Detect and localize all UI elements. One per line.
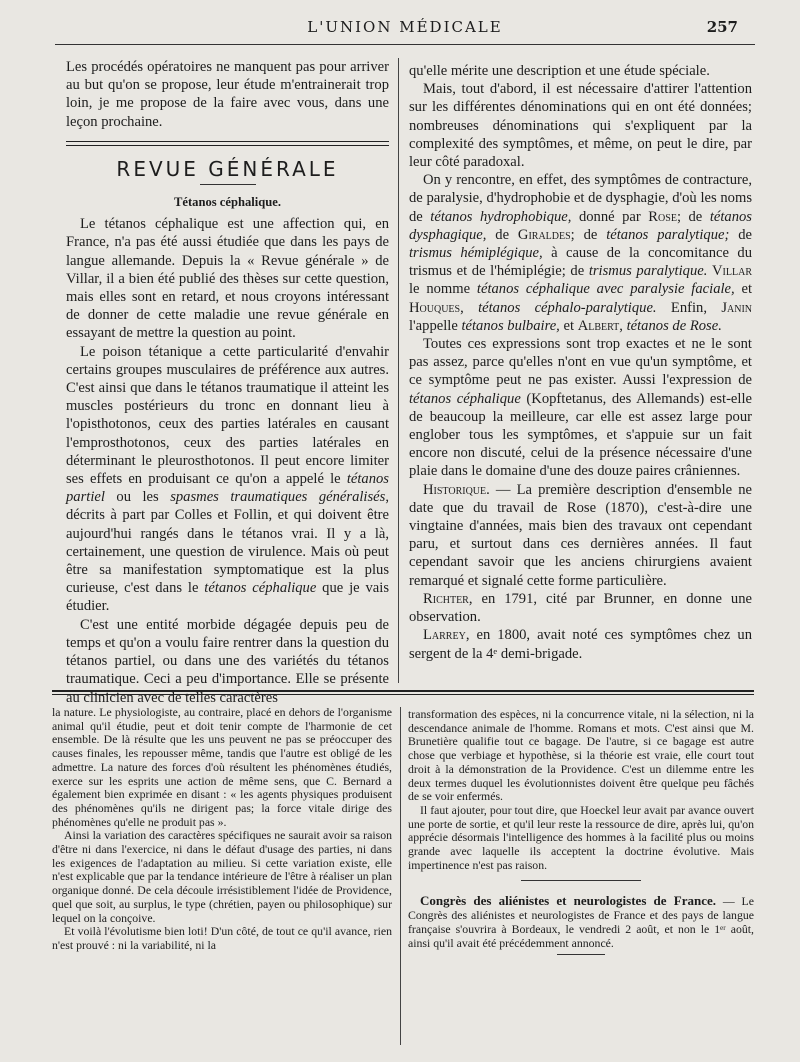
text-run: le nomme: [409, 281, 477, 298]
lower-left-column: [52, 706, 392, 953]
italic-term: tétanos céphalique: [204, 580, 317, 597]
text-run: (Kopftetanus, des Allemands) est-elle de beaucoup la meilleure, car elle est assez large pour englober tous les symptômes, et s'appuie sur un fait encore non discuté, celui de la présence nécessaire d'une plaie dans le domaine d'une des douze paires crâniennes.: [409, 390, 752, 480]
header-rule: [55, 44, 755, 45]
title-rule: [200, 184, 256, 185]
paragraph: Il faut ajouter, pour tout dire, que Hoeckel leur avait par avance ouvert une porte de sortie, et qu'il leur reste la ressource de dire, après lui, qu'on apprécie désormais l'intelligence des hommes à la facilité plus ou moins grande avec laquelle ils acceptent la doctrine évolutive. Mais impertinence n'est pas raison.: [408, 802, 754, 872]
paragraph: [409, 590, 752, 626]
article-subtitle: Tétanos céphalique.: [173, 195, 282, 210]
running-header: [60, 18, 750, 40]
paragraph: transformation des espèces, ni la concurrence vitale, ni la sélection, ni la descendance animale de l'homme. Romans et mots. C'est ainsi que M. Brunetière qualifie tout ce bagage. De l'autre, si ce bagage est autre chose que verbiage et hypothèse, si la théorie est vraie, elle court tout droit à la démonstration de la Providence. C'est un dilemme entre les deux termes duquel les évolutionnistes doivent être quelque peu fâchés de se voir enfermés.: [408, 707, 754, 804]
text-run: à cause de la concomitance du trismus et de l'hémiplégie; de: [409, 245, 752, 280]
text-run: ,: [460, 299, 479, 316]
italic-term: tétanos céphalique avec paralysie faciale,: [476, 281, 735, 298]
paragraph: [409, 626, 752, 662]
journal-title: L'UNION MÉDICALE: [307, 18, 503, 36]
text-run: ; de: [570, 226, 607, 243]
author-name: Janin: [721, 299, 753, 316]
paragraph: Ainsi la variation des caractères spécifiques ne saurait avoir sa raison d'être ni dans l'exercice, ni dans le défaut d'usage des parties, ni dans les exigences de l'adaptation au milieu. Si cette variation existe, elle n'est explicable que par la tendance intérieure de l'être à réaliser un plan organique donné. De cela découle irrésistiblement l'idée de Providence, quel que soit, au surplus, le type (chrétien, payen ou philosophique) sur lequel on la conçoive.: [52, 828, 392, 925]
text-run: de: [486, 226, 518, 243]
text-run: l'appelle: [409, 317, 462, 334]
text-run: donné par: [571, 208, 649, 225]
paragraph: [66, 343, 389, 616]
text-run: Enfin,: [656, 299, 722, 316]
paragraph: C'est une entité morbide dégagée depuis peu de temps et qu'on a voulu faire rentrer dans la question du tétanos partiel, ou dans une des variétés du tétanos traumatique. Ceci a peu d'importance. Elle se présente au clinicien avec de telles caractères: [66, 616, 389, 706]
upper-left-column: [66, 58, 389, 707]
italic-term: trismus paralytique.: [588, 263, 708, 280]
text-run: de: [729, 226, 752, 243]
italic-term: tétanos partiel: [66, 471, 389, 506]
section-label: Historique: [423, 481, 487, 498]
text-run: ou les: [104, 489, 171, 506]
text-run: On y rencontre, en effet, des symptômes de contracture, de paralysie, d'hydrophobie et de dysphagie, d'où les noms de: [409, 172, 752, 225]
author-name: Richter: [423, 590, 469, 607]
author-name: Rose: [648, 208, 677, 225]
text-run: , décrits à part par Colles et Follin, et qui doivent être aujourd'hui rangés dans le tétanos vrai. Il y a là, certainement, une question de virulence. Mais où peut être sa manifestation symptomatique est la plus curieuse, c'est dans le: [66, 489, 389, 597]
author-name: Villar: [712, 263, 752, 280]
italic-term: spasmes traumatiques généralisés: [170, 489, 386, 506]
text-run: , en 1791, cité par Brunner, en donne une observation.: [409, 590, 752, 626]
paragraph: la nature. Le physiologiste, au contraire, placé en dehors de l'organisme animal qu'il étudie, peut et doit tenir compte de l'harmonie de cet ensemble. De là résulte que les uns peuvent ne pas se préoccuper des causes finales, les repousser même, tandis que l'autre est obligé de les admettre. La nature des forces d'où résultent les phénomènes étudiés, exerce sur les esprits une action de même sens, que C. Bernard a également bien exprimée en disant : « les agents physiques produisent des phénomènes qu'ils ne dirigent pas; la force vitale dirige des phénomènes qu'elle ne produit pas ».: [52, 705, 392, 829]
author-name: Houques: [409, 299, 461, 316]
text-run: et: [559, 317, 578, 334]
lower-right-column: [408, 708, 754, 955]
news-headline: Congrès des aliénistes et neurologistes de France.: [420, 893, 716, 909]
section-title: REVUE GÉNÉRALE: [116, 156, 339, 181]
page-number: 257: [706, 18, 738, 36]
text-run: que je vais étudier.: [66, 580, 389, 615]
author-name: Giraldes: [517, 226, 571, 243]
paragraph: [409, 171, 752, 335]
upper-right-column: [409, 62, 752, 663]
intro-paragraph: Les procédés opératoires ne manquent pas pour arriver au but qu'on se propose, leur étude m'entrainerait trop loin, je me propose de la faire avec vous, dans une leçon prochaine.: [66, 59, 389, 130]
paragraph: [409, 335, 752, 481]
paragraph: Et voilà l'évolutisme bien loti! D'un côté, de tout ce qu'il avance, rien n'est prouvé : ni la variabilité, ni la: [52, 924, 392, 952]
end-rule: [557, 954, 605, 955]
author-name: Larrey: [423, 627, 466, 644]
feuilleton-divider: [52, 690, 754, 695]
paragraph: Mais, tout d'abord, il est nécessaire d'attirer l'attention sur les différentes dénominations qui en ont été données; nombreuses dénominations qui s'expliquent par la complexité des symptômes, et même, on peut le dire, par leur côté paradoxal.: [409, 81, 752, 171]
text-run: . — La première description d'ensemble ne date que du travail de Rose (1870), c'est-à-dire une vingtaine d'années, mais bien des travaux ont cependant paru, et surtout dans ces dernières années. Il faut cependant savoir que les anciens chirurgiens avaient remarqué et signalé cette forme particulière.: [409, 481, 752, 589]
italic-term: tétanos bulbaire,: [461, 317, 560, 334]
text-run: et: [734, 281, 752, 298]
italic-term: tétanos céphalo-paralytique.: [478, 299, 657, 316]
italic-term: tétanos paralytique;: [606, 226, 730, 243]
column-separator: [400, 707, 401, 1045]
italic-term: tétanos dysphagique,: [409, 208, 752, 243]
italic-term: tétanos de Rose.: [626, 317, 722, 334]
paragraph: [409, 481, 752, 590]
paragraph: qu'elle mérite une description et une étude spéciale.: [409, 63, 710, 79]
italic-term: trismus hémiplégique,: [409, 245, 543, 262]
italic-term: tétanos hydrophobique,: [430, 208, 572, 225]
italic-term: tétanos céphalique: [409, 390, 521, 407]
news-item: [408, 893, 754, 950]
author-name: Albert: [577, 317, 620, 334]
text-run: , en 1800, avait noté ces symptômes chez un sergent de la 4ᵉ demi-brigade.: [409, 627, 752, 662]
text-run: Le poison tétanique a cette particularité d'envahir certains groupes musculaires de préférence aux autres. C'est ainsi que dans le tétanos traumatique il atteint les muscles postérieurs du tronc en donnant lieu à l'opisthotonos, ceux des parties latérales en causant l'emprosthotonos, ceux des parties latérales en déterminant le pleurosthotonos. Il peut encore limiter ses effets en produisant ce qu'on a appelé le: [66, 343, 389, 488]
text-run: ; de: [676, 208, 710, 225]
news-divider: [521, 880, 641, 881]
column-separator: [398, 58, 399, 683]
text-run: ,: [619, 317, 627, 334]
paragraph: Le tétanos céphalique est une affection qui, en France, n'a pas été aussi étudiée que dans les pays de langue allemande. Depuis la « Revue générale » de Villar, il a bien été publié des thèses sur cette question, mais elles sont en retard, et nous croyons intéressant de donner de cette maladie une revue générale en essayant de mettre la question au point.: [66, 216, 389, 342]
section-divider: [66, 141, 389, 146]
text-run: — Le Congrès des aliénistes et neurologistes de France et des pays de langue française s'ouvrira à Bordeaux, le vendredi 2 août, et non le 1ᵉʳ août, ainsi qu'il avait été précédemment annoncé.: [408, 894, 754, 950]
text-run: Toutes ces expressions sont trop exactes et ne le sont pas assez, parce qu'elles n'ont en vue qu'un symptôme, et ce symptôme peut ne pas exister. Aussi l'expression de: [409, 336, 752, 389]
